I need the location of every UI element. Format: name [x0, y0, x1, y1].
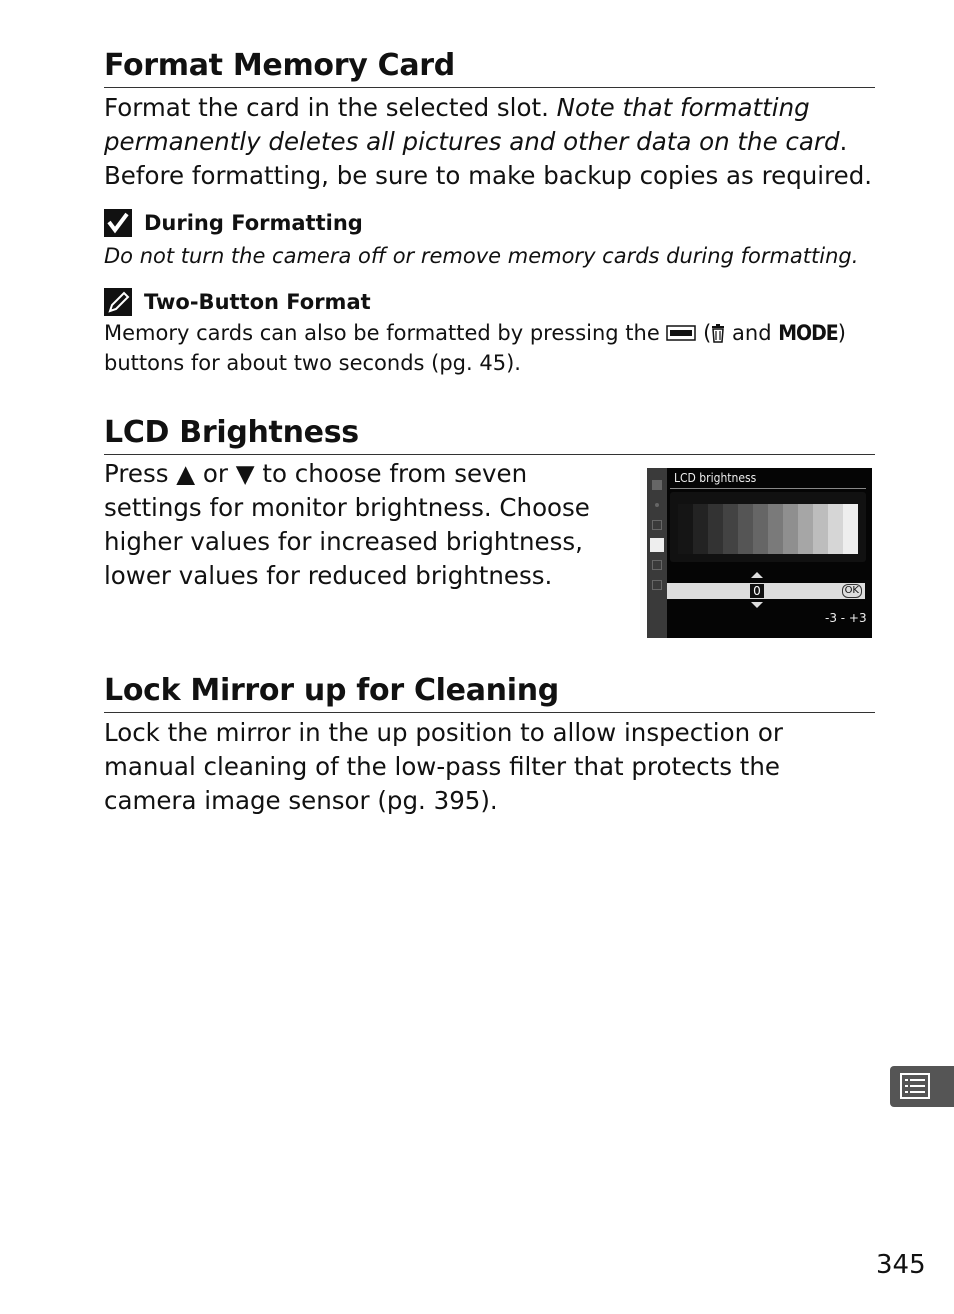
mode-button-label: MODE	[778, 321, 838, 345]
value-down-icon	[751, 602, 763, 608]
gray-patch	[753, 504, 768, 554]
custom-settings-icon	[652, 520, 662, 530]
gray-patch	[783, 504, 798, 554]
gray-scale-panel	[670, 492, 866, 562]
lock-mirror-heading: Lock Mirror up for Cleaning	[104, 673, 875, 713]
lcd-brightness-text: Press ▲ or ▼ to choose from seven settings for monitor brightness. Choose higher values for increased brightness, lower values for reduced brightness.	[104, 459, 590, 590]
lcd-value: 0	[750, 584, 764, 598]
retouch-icon	[652, 560, 662, 570]
shooting-icon	[655, 503, 659, 507]
lock-mirror-text: Lock the mirror in the up position to allow inspection or manual cleaning of the low-pass filter that protects the camera image sensor (pg. 395).	[104, 718, 783, 815]
gray-patch	[843, 504, 858, 554]
gray-patch	[738, 504, 753, 554]
caution-note-heading: During Formatting	[144, 211, 363, 235]
gray-patch	[678, 504, 693, 554]
caution-check-icon	[104, 209, 132, 237]
lcd-value-bar	[667, 583, 865, 599]
page-number: 345	[876, 1250, 926, 1280]
trash-icon	[711, 323, 725, 343]
gray-patch	[798, 504, 813, 554]
menu-list-icon	[900, 1073, 930, 1099]
my-menu-icon	[652, 580, 662, 590]
setup-wrench-icon	[650, 538, 664, 552]
ok-badge: OK	[842, 584, 862, 598]
gray-scale-patches	[678, 504, 858, 554]
lcd-brightness-screen	[647, 468, 872, 638]
value-up-icon	[751, 572, 763, 578]
playback-icon	[652, 480, 662, 490]
menu-icon-strip	[647, 468, 667, 638]
format-memory-card-heading: Format Memory Card	[104, 48, 875, 88]
lcd-brightness-heading: LCD Brightness	[104, 415, 875, 455]
lcd-range-label: -3 - +3	[825, 611, 867, 625]
lcd-screen-title: LCD brightness	[674, 471, 757, 485]
caution-note-text: Do not turn the camera off or remove memory cards during formatting.	[104, 244, 859, 268]
gray-patch	[723, 504, 738, 554]
format-button-icon	[666, 323, 696, 343]
down-arrow-icon: ▼	[235, 459, 255, 488]
tip-note	[104, 288, 875, 378]
gray-patch	[768, 504, 783, 554]
pencil-note-icon	[104, 288, 132, 316]
setup-menu-side-tab	[890, 1066, 954, 1107]
gray-patch	[828, 504, 843, 554]
caution-note	[104, 209, 875, 271]
format-memory-card-text: Format the card in the selected slot. Note that formatting permanently deletes all pictures and other data on the card. Before formatting, be sure to make backup copies as required.	[104, 93, 873, 190]
lcd-title-divider	[670, 488, 866, 489]
up-arrow-icon: ▲	[176, 459, 196, 488]
gray-patch	[813, 504, 828, 554]
tip-note-text: Memory cards can also be formatted by pressing the ( and MODE) buttons for about two seconds (pg. 45).	[104, 321, 846, 375]
tip-note-heading: Two-Button Format	[144, 290, 371, 314]
gray-patch	[693, 504, 708, 554]
gray-patch	[708, 504, 723, 554]
